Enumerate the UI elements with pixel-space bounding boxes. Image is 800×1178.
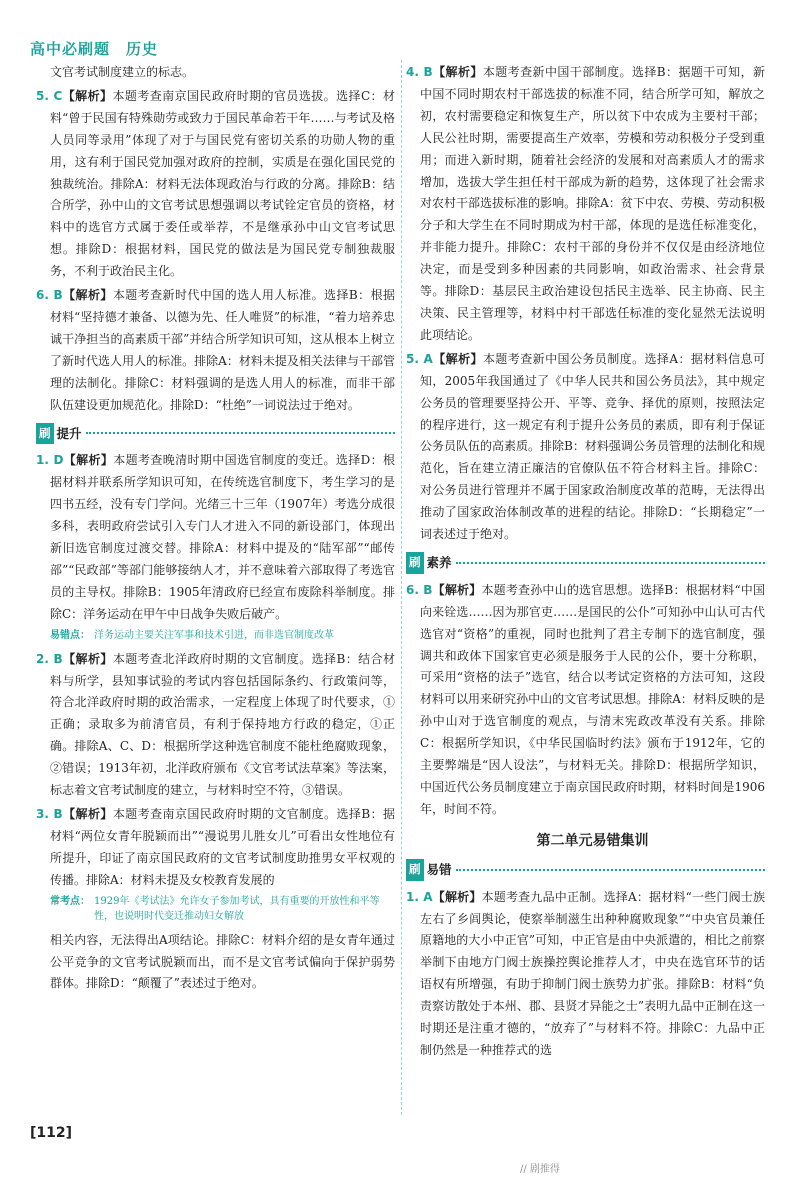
- right-column: [406, 62, 766, 1064]
- note-exam-point: 常考点： 1929年《考试法》允许女子参加考试，具有重要的开放性和平等性，也说明时代变迁推动妇女解放: [50, 895, 380, 922]
- left-column: [36, 62, 396, 997]
- section-tisheng: 刷 提升: [36, 423, 395, 445]
- answer-4b: 4. B【解析】本题考查新中国干部制度。选择B：据题干可知，新中国不同时期农村干部选拔的标准不同，结合所学可知，解放之初，农村需要稳定和恢复生产，所以贫下中农成为主要村干部；人民公社时期，需要提高生产效率，劳模和劳动积极分子受到重用；而进入新时期，随着社会经济的发展和对高素质人才的需求增加，选拔大学生担任村干部成为新的趋势，这体现了社会需求对农村干部选拔标准的影响。排除A：贫下中农、劳模、劳动积极分子和大学生在不同时期成为村干部，体现的是选任标准变化，并非能力提升。排除C：农村干部的身份并不仅仅是由经济地位决定，而是受到多种因素的共同影响，如政治需求、社会背景等。排除D：基层民主政治建设包括民主选举、民主协商、民主决策、民主管理等，材料中村干部选任标准的变化显然无法说明此项结论。: [406, 65, 766, 342]
- footer-mark: // 剧推得: [520, 1164, 560, 1175]
- page-header: 高中必刷题 历史: [30, 40, 159, 58]
- unit-title: 第二单元易错集训: [536, 832, 649, 849]
- column-divider: [401, 60, 402, 1115]
- note-error-point: 易错点： 洋务运动主要关注军事和技术引进，而非选官制度改革: [50, 629, 334, 641]
- section-suyang: 刷 素养: [406, 552, 765, 574]
- intro-text: 文官考试制度建立的标志。: [50, 65, 195, 79]
- page-number: [112]: [30, 1125, 73, 1141]
- answer-5a: 5. A【解析】本题考查新中国公务员制度。选择A：据材料信息可知，2005年我国通过了《中华人民共和国公务员法》，其中规定公务员的管理要坚持公开、平等、竞争、择优的原则，按照法定的程序进行，这一规定有利于提升公务员的素质，即有利于保证公务员队伍的高素质。排除B：材料强调公务员管理的法制化和规范化，旨在建立清正廉洁的官僚队伍不符合材料主旨。排除C：对公务员进行管理并不属于国家政治制度改革的范畴，无法得出推动了国家政治体制改革的进程的结论。排除D：“长期稳定”一词表述过于绝对。: [406, 351, 766, 542]
- answer-3b-continued: 相关内容，无法得出A项结论。排除C：材料介绍的是女青年通过公平竞争的文官考试脱颖而出，而不是文官考试偏向于保护弱势群体。排除D：“颠覆了”表述过于绝对。: [50, 932, 395, 991]
- answer-5c: 5. C【解析】本题考查南京国民政府时期的官员选拔。选择C：材料“曾于民国有特殊勋劳或致力于国民革命若干年……与考试及格人员同等录用”体现了对于与国民党有密切关系的功勋人物的重用，这有利于国民党加强对政府的控制，实质是在强化国民党的独裁统治。排除A：材料无法体现政治与行政的分离。排除B：结合所学，孙中山的文官考试思想强调以考试铨定官员的资格，材料中的选官方式属于委任或举荐，不是继承孙中山文官考试思想。排除D：根据材料，国民党的做法是为国民党专制独裁服务，不利于政治民主化。: [36, 88, 395, 279]
- answer-6b: 6. B【解析】本题考查新时代中国的选人用人标准。选择B：根据材料“坚持德才兼备、以德为先、任人唯贤”的标准，“着力培养忠诚干净担当的高素质干部”并结合所学知识可知，这从根本上树立了新时代选人用人的标准。排除A：材料未提及相关法律与干部管理的法制化。排除C：材料强调的是选人用人的标准，而非干部队伍建设更加规范化。排除D：“杜绝”一词说法过于绝对。: [36, 288, 396, 412]
- answer-6b-right: 6. B【解析】本题考查孙中山的选官思想。选择B：根据材料“中国向来铨选……因为那官吏……是国民的公仆”可知孙中山认可古代选官对“资格”的重视，同时也批判了君主专制下的选官制度，强调共和政体下国家官吏必须是服务于人民的公仆，要十分称职，可采用“资格的法子”选官，结合以考试定资格的方法可知，这段材料可以用来研究孙中山的文官考试思想。排除A：材料反映的是孙中山对于选官制度的观点，与清末宪政改革没有关系。排除C：根据所学知识，《中华民国临时约法》颁布于1912年，它的主要弊端是“因人设法”，与材料无关。排除D：根据所学知识，中国近代公务员制度建立于南京国民政府时期，材料时间是1906年，时间不符。: [406, 582, 765, 816]
- answer-1d: 1. D【解析】本题考查晚清时期中国选官制度的变迁。选择D：根据材料并联系所学知识可知，在传统选官制度下，考生学习的是四书五经，没有专门学问。光绪三十三年（1907年）考选分成很多科，表明政府尝试引入专门人才进入不同的新设部门，体现出新旧选官制度过渡交替。排除A：材料中提及的“陆军部”“邮传部”“民政部”等部门能够接纳人才，并不意味着六部取得了考选官员的主导权。排除B：1905年清政府已经宣布废除科举制度。排除C：洋务运动在甲午中日战争失败后破产。: [36, 453, 395, 621]
- answer-1a: 1. A【解析】本题考查九品中正制。选择A：据材料“一些门阀士族左右了乡闾舆论，使察举制滋生出种种腐败现象”“中央官员兼任原籍地的大小中正官”可知，中正官是由中央派遣的，相比之前察举制下由地方门阀士族操控舆论推荐人才，中央在选官环节的话语权有所增强，有助于抑制门阀士族势力扩张。排除B：材料“负责察访散处于本州、郡、县贤才异能之士”表明九品中正制在这一时期还是注重才德的，“放弃了”与材料不符。排除C：九品中正制仍然是一种推荐式的选: [406, 889, 765, 1057]
- answer-2b: 2. B【解析】本题考查北洋政府时期的文官制度。选择B：结合材料与所学，县知事试验的考试内容包括国际条约、行政策问等，符合北洋政府时期的政治需求，一定程度上体现了时代要求，①正确；录取多为前清官员，有利于保持地方行政的稳定，①正确。排除A、C、D：根据所学这种选官制度不能杜绝腐败现象，②错误；1913年初，北洋政府颁布《文官考试法草案》等法案，标志着文官考试制度的建立，与材料时空不符，③错误。: [36, 651, 396, 798]
- section-yicuo: 刷 易错: [406, 859, 765, 881]
- answer-3b: 3. B【解析】本题考查南京国民政府时期的文官制度。选择B：据材料“两位女青年脱颖而出”“漫说男儿胜女儿”可看出女性地位有所提升，印证了南京国民政府的文官考试制度助推男女平权观的传播。排除A：材料未提及女校教育发展的: [36, 807, 396, 887]
